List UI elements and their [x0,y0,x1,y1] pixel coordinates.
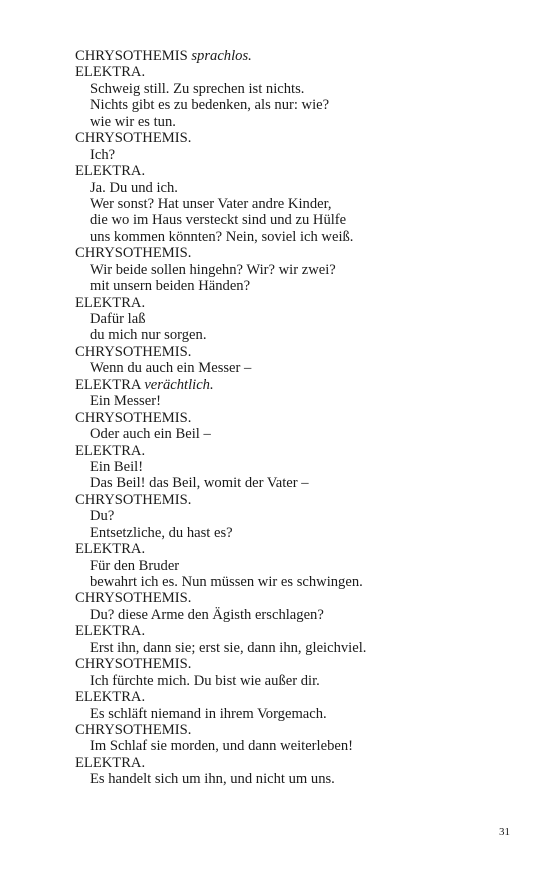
speaker-name: CHRYSOTHEMIS. [75,721,192,738]
speaker-line [75,722,515,738]
speaker-line [75,689,515,705]
speech-line: Nichts gibt es zu bedenken, als nur: wie? [90,97,330,114]
speech-line: die wo im Haus versteckt sind und zu Hülfe [90,212,347,229]
speaker-line [75,48,515,64]
speech-line: Ein Messer! [90,393,161,410]
speaker-line [75,163,515,179]
speaker-name: ELEKTRA. [75,442,146,459]
speaker-line [75,344,515,360]
speech-line: uns kommen könnten? Nein, soviel ich weiß. [90,228,354,245]
speaker-line [75,410,515,426]
speaker-name: ELEKTRA. [75,689,146,706]
speech-line: Du? [90,508,115,525]
speech-line: Du? diese Arme den Ägisth erschlagen? [90,606,324,623]
speaker-name: CHRYSOTHEMIS. [75,491,192,508]
speaker-name: CHRYSOTHEMIS. [75,245,192,262]
speech-line: Für den Bruder [90,557,180,574]
speech-line: Erst ihn, dann sie; erst sie, dann ihn, gleichviel. [90,639,367,656]
speech-line: wie wir es tun. [90,113,176,130]
speaker-line [75,64,515,80]
speaker-line [75,755,515,771]
speaker-line [75,623,515,639]
speaker-name: CHRYSOTHEMIS. [75,343,192,360]
speaker-name: ELEKTRA. [75,623,146,640]
speech-line: Ich? [90,146,116,163]
speaker-name: ELEKTRA. [75,64,146,81]
speaker-name: CHRYSOTHEMIS. [75,409,192,426]
speaker-line [75,541,515,557]
speech-line: Es schläft niemand in ihrem Vorgemach. [90,705,327,722]
speech-line: Entsetzliche, du hast es? [90,524,233,541]
speech-line: Das Beil! das Beil, womit der Vater – [90,475,309,492]
speaker-line [75,130,515,146]
speaker-line [75,656,515,672]
speaker-name: ELEKTRA. [75,163,146,180]
speech-line: Oder auch ein Beil – [90,426,211,443]
speech-line: Ja. Du und ich. [90,179,178,196]
speaker-line [75,590,515,606]
play-text [75,48,515,788]
speaker-name: CHRYSOTHEMIS. [75,130,192,147]
speaker-name: ELEKTRA. [75,754,146,771]
speech-line: Wenn du auch ein Messer – [90,360,252,377]
speaker-line [75,443,515,459]
speaker-line [75,377,515,393]
speech-line: Wer sonst? Hat unser Vater andre Kinder, [90,195,332,212]
speech-line: Ein Beil! [90,458,144,475]
speech-line: Schweig still. Zu sprechen ist nichts. [90,80,305,97]
speaker-name: ELEKTRA [75,376,141,393]
speaker-name: ELEKTRA. [75,541,146,558]
stage-direction: sprachlos. [191,48,252,64]
speech-line: Dafür laß [90,311,146,327]
speaker-name: CHRYSOTHEMIS [75,48,188,64]
speech-line: mit unsern beiden Händen? [90,278,251,295]
speech-line: du mich nur sorgen. [90,327,207,344]
speaker-line [75,245,515,261]
speech-line: Wir beide sollen hingehn? Wir? wir zwei? [90,261,336,278]
speaker-line [75,492,515,508]
speech-line: Ich fürchte mich. Du bist wie außer dir. [90,672,320,689]
speech-line: Im Schlaf sie morden, und dann weiterleben! [90,738,354,755]
speech-line: Es handelt sich um ihn, und nicht um uns. [90,771,335,788]
page-number: 31 [499,826,510,838]
stage-direction: verächtlich. [144,376,214,393]
speaker-name: CHRYSOTHEMIS. [75,656,192,673]
speech-line: bewahrt ich es. Nun müssen wir es schwingen. [90,574,363,590]
speaker-line [75,295,515,311]
speaker-name: CHRYSOTHEMIS. [75,590,192,607]
speaker-name: ELEKTRA. [75,294,146,311]
